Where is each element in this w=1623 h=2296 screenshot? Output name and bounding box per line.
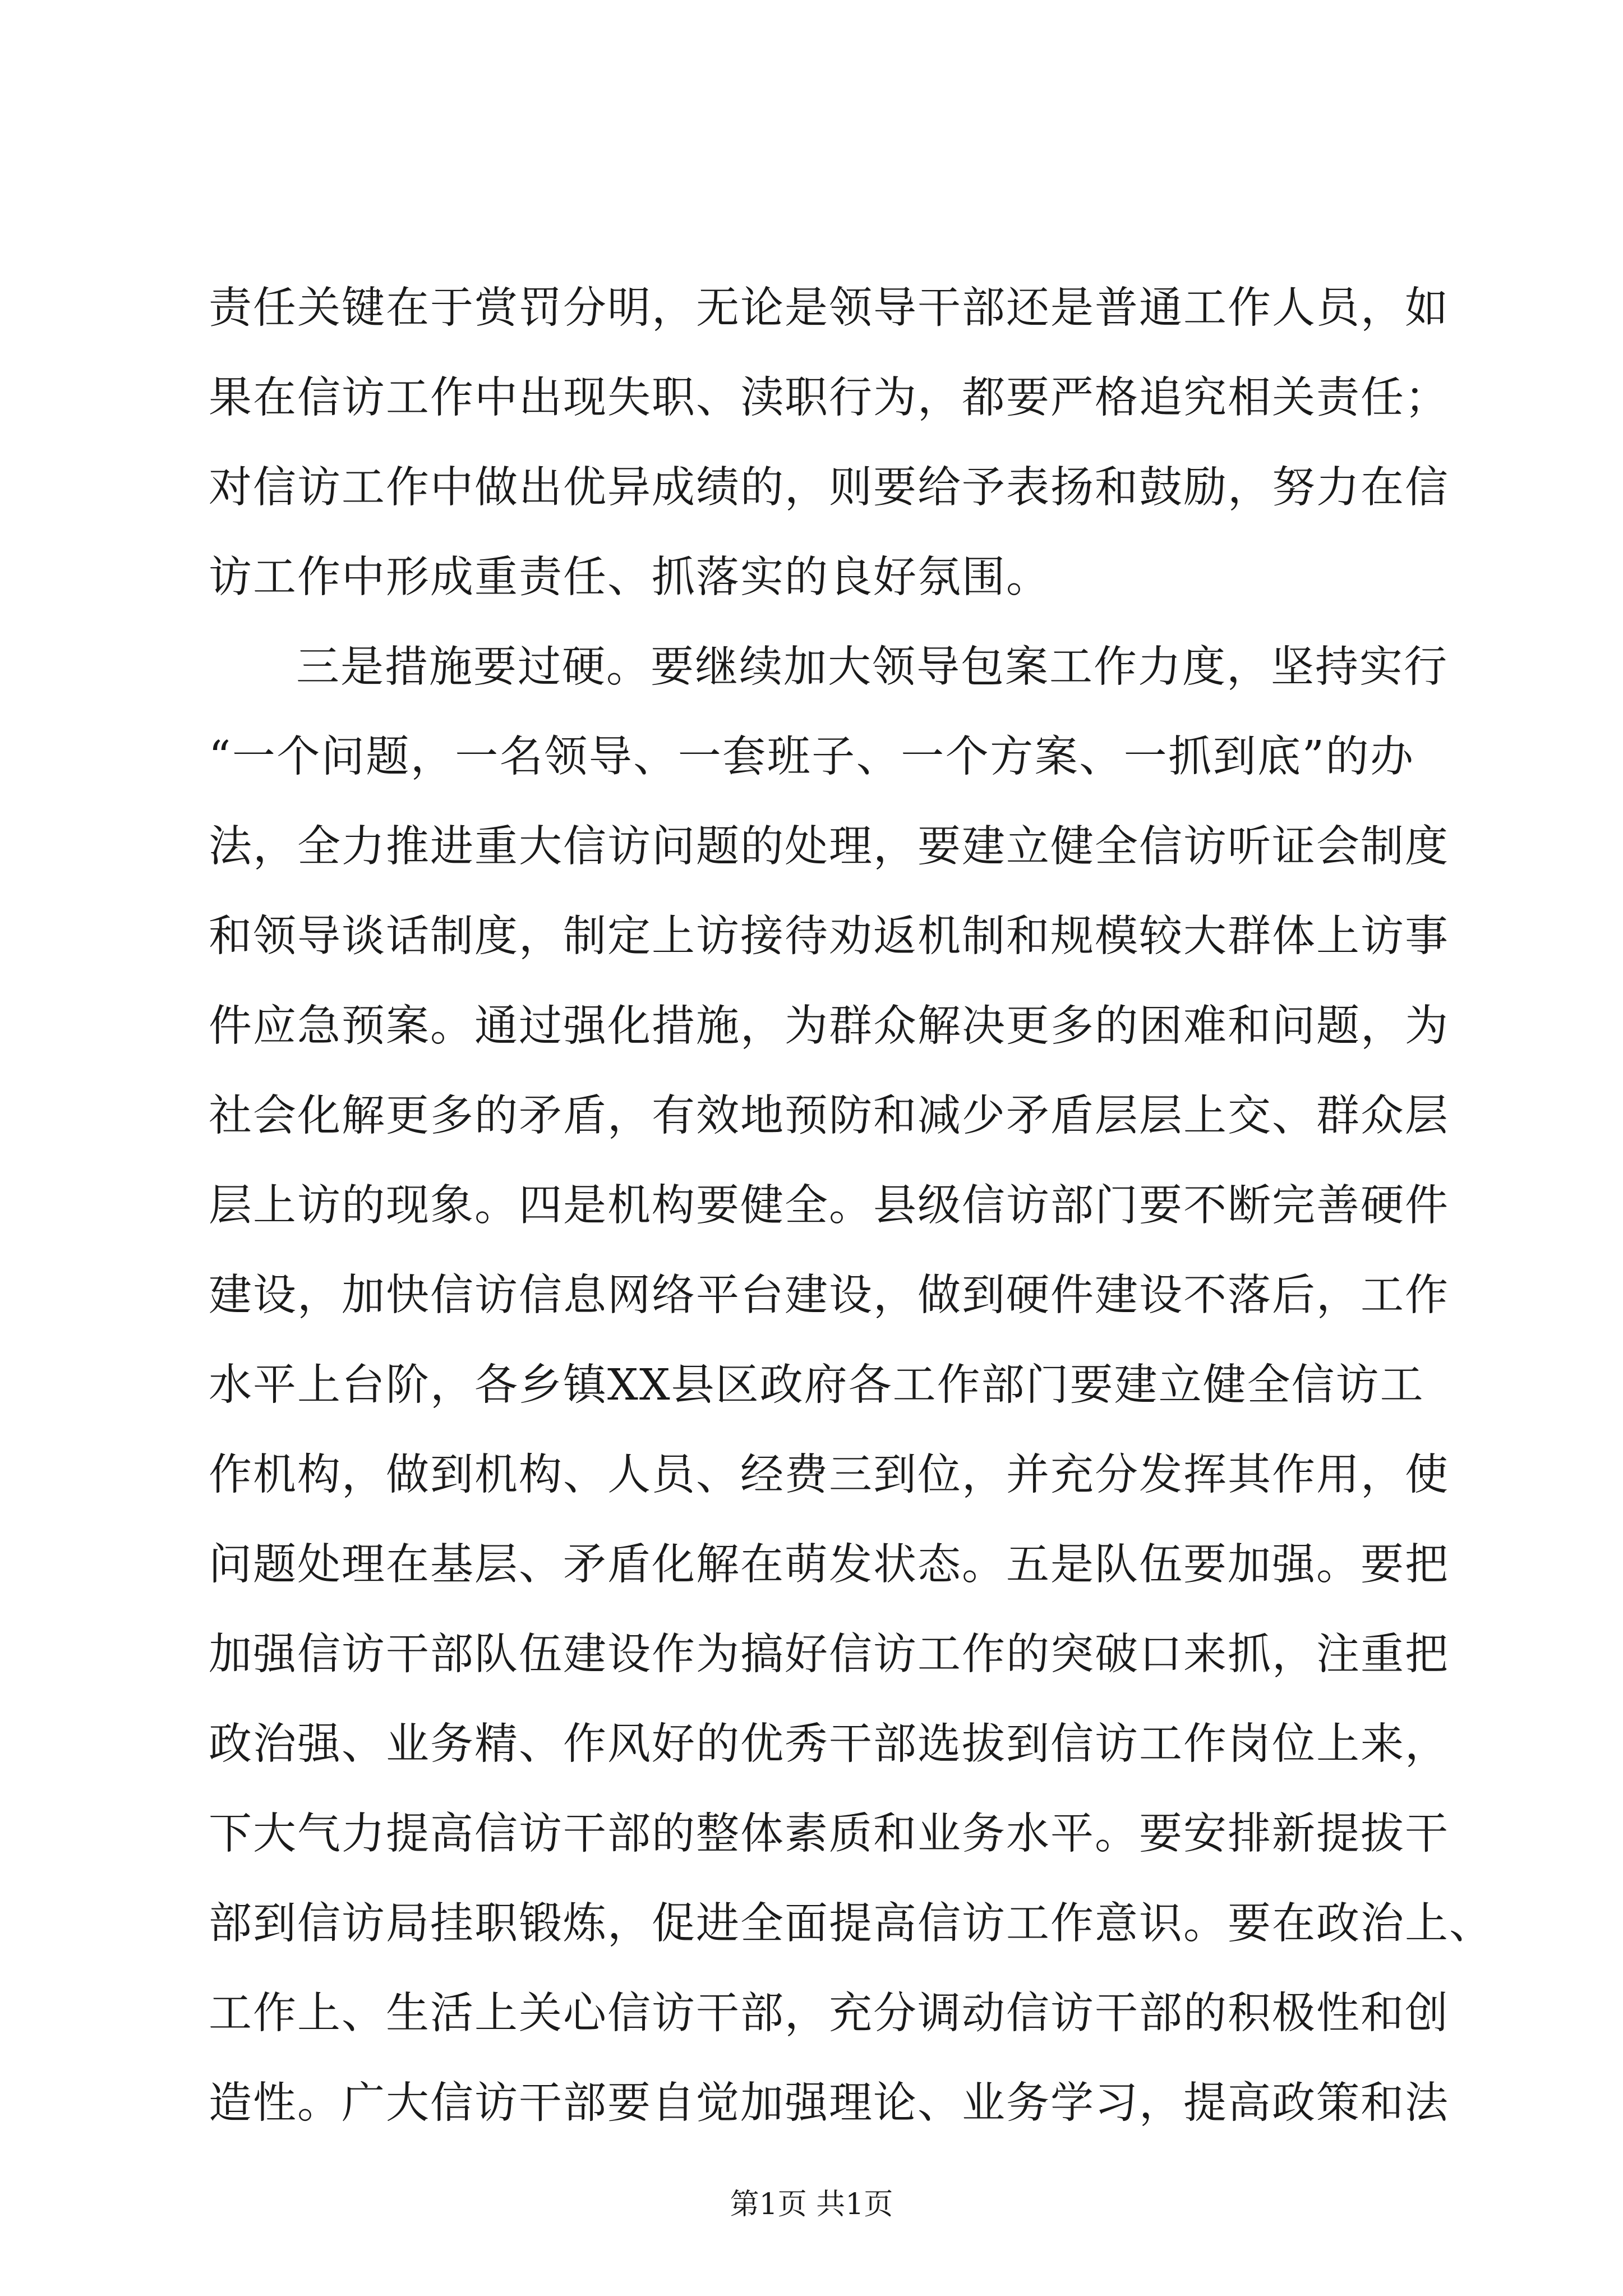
text-line: 三是措施要过硬。要继续加大领导包案工作力度，坚持实行 — [296, 642, 1448, 692]
text-line: 和领导谈话制度，制定上访接待劝返机制和规模较大群体上访事 — [209, 912, 1449, 961]
text-line: 法，全力推进重大信访问题的处理，要建立健全信访听证会制度 — [209, 822, 1449, 872]
text-line: 作机构，做到机构、人员、经费三到位，并充分发挥其作用，使 — [209, 1450, 1449, 1500]
text-line: 问题处理在基层、矛盾化解在萌发状态。五是队伍要加强。要把 — [209, 1540, 1449, 1590]
text-line: 部到信访局挂职锻炼，促进全面提高信访工作意识。要在政治上、 — [209, 1899, 1493, 1949]
text-line: 访工作中形成重责任、抓落实的良好氛围。 — [209, 553, 1050, 602]
text-line: 层上访的现象。四是机构要健全。县级信访部门要不断完善硬件 — [209, 1181, 1449, 1231]
text-line: “一个问题，一名领导、一套班子、一个方案、一抓到底”的办 — [209, 732, 1414, 782]
text-line: 社会化解更多的矛盾，有效地预防和减少矛盾层层上交、群众层 — [209, 1091, 1449, 1141]
page-footer: 第1页 共1页 — [730, 2188, 893, 2221]
text-line: 对信访工作中做出优异成绩的，则要给予表扬和鼓励，努力在信 — [209, 463, 1449, 513]
text-line: 水平上台阶，各乡镇XX县区政府各工作部门要建立健全信访工 — [209, 1360, 1424, 1410]
text-line: 件应急预案。通过强化措施，为群众解决更多的困难和问题，为 — [209, 1001, 1449, 1051]
text-line: 建设，加快信访信息网络平台建设，做到硬件建设不落后，工作 — [209, 1271, 1449, 1320]
text-line: 造性。广大信访干部要自觉加强理论、业务学习，提高政策和法 — [209, 2078, 1449, 2128]
text-line: 果在信访工作中出现失职、渎职行为，都要严格追究相关责任； — [209, 373, 1449, 423]
text-line: 下大气力提高信访干部的整体素质和业务水平。要安排新提拔干 — [209, 1809, 1449, 1859]
text-line: 政治强、业务精、作风好的优秀干部选拔到信访工作岗位上来， — [209, 1719, 1449, 1769]
text-line: 加强信访干部队伍建设作为搞好信访工作的突破口来抓，注重把 — [209, 1630, 1449, 1680]
text-line: 责任关键在于赏罚分明，无论是领导干部还是普通工作人员，如 — [209, 283, 1449, 333]
text-line: 工作上、生活上关心信访干部，充分调动信访干部的积极性和创 — [209, 1989, 1449, 2039]
